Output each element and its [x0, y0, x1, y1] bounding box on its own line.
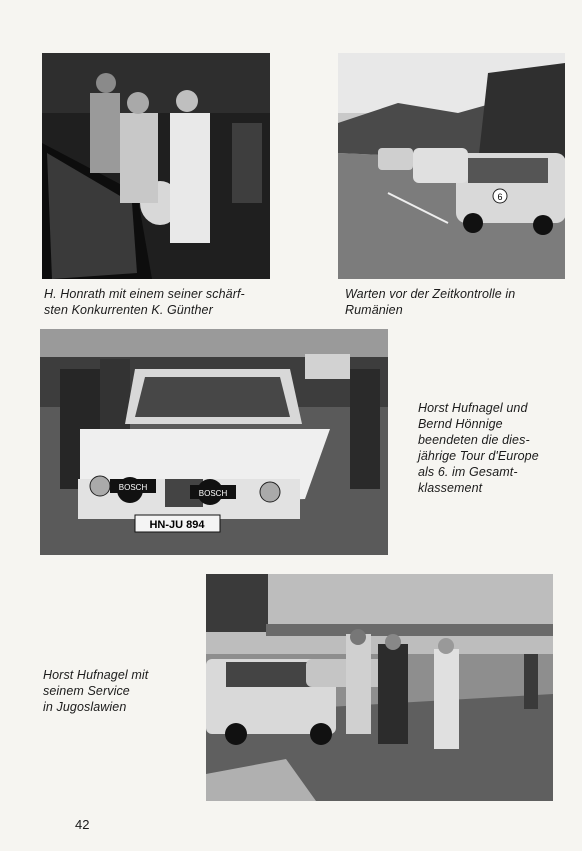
car-number-label: 6	[497, 192, 503, 202]
photo-bmw-rally-car	[40, 329, 388, 555]
photo-drivers-night	[42, 53, 270, 279]
caption-photo-4: Horst Hufnagel mit seinem Service in Jugoslawien	[43, 668, 149, 714]
bosch-label-left: BOSCH	[118, 483, 148, 492]
caption-photo-2: Warten vor der Zeitkontrolle in Rumänien	[345, 287, 516, 317]
photo-service-team	[206, 574, 553, 801]
license-plate: HN-JU 894	[149, 519, 205, 531]
photo-cars-waiting	[338, 53, 565, 279]
caption-photo-1: H. Honrath mit einem seiner schärf- sten Konkurrenten K. Günther	[44, 287, 245, 317]
bosch-label-right: BOSCH	[198, 489, 228, 498]
caption-photo-3: Horst Hufnagel und Bernd Hönnige beendeten die dies- jährige Tour d'Europe als 6. im Gesamt- klassement	[418, 401, 539, 495]
page-number: 42	[75, 817, 90, 832]
